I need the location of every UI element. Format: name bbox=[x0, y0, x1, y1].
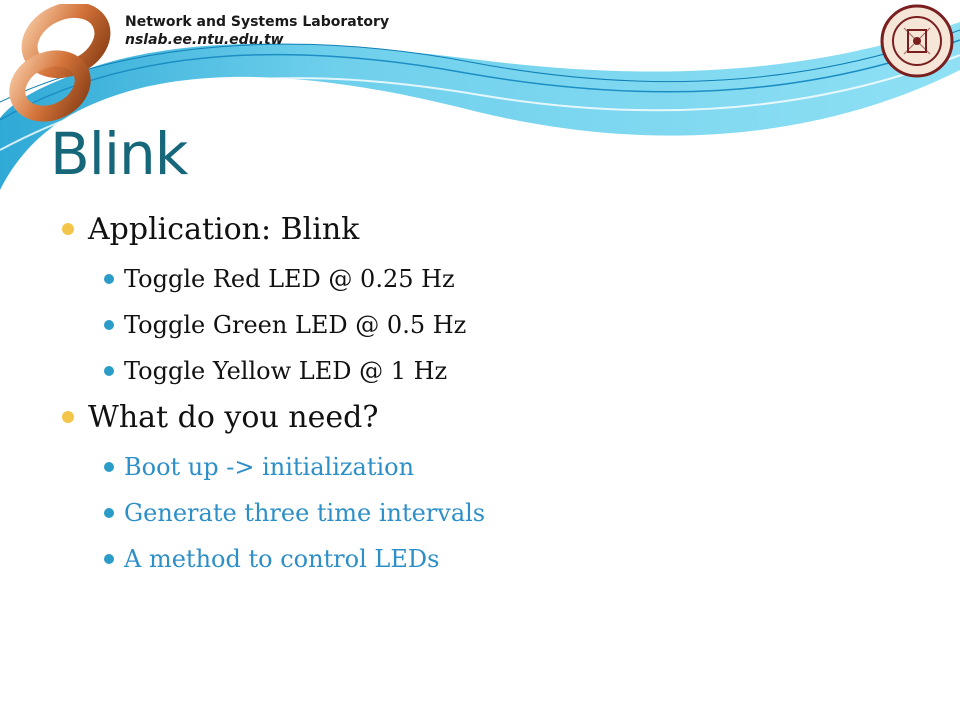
bullet-what-do-you-need bbox=[60, 396, 940, 440]
sub-bullet-text: Generate three time intervals bbox=[124, 499, 486, 527]
sub-bullet-dot-icon bbox=[104, 320, 114, 330]
bullet-text: Application: Blink bbox=[88, 212, 360, 247]
sub-bullet-text: A method to control LEDs bbox=[124, 545, 440, 573]
bullet-dot-icon bbox=[62, 223, 74, 235]
bullet-dot-icon bbox=[62, 411, 74, 423]
sub-bullet-dot-icon bbox=[104, 554, 114, 564]
sub-bullet-text: Boot up -> initialization bbox=[124, 453, 415, 481]
sub-list-needs bbox=[102, 444, 940, 582]
sub-bullet-yellow-led bbox=[102, 348, 940, 394]
sub-list-application bbox=[102, 256, 940, 394]
sub-bullet-time-intervals bbox=[102, 490, 940, 536]
lab-url: nslab.ee.ntu.edu.tw bbox=[125, 32, 284, 48]
bullet-application bbox=[60, 208, 940, 252]
sub-bullet-dot-icon bbox=[104, 274, 114, 284]
slide-content bbox=[60, 208, 940, 584]
sub-bullet-dot-icon bbox=[104, 366, 114, 376]
university-seal-icon bbox=[880, 4, 954, 78]
sub-bullet-green-led bbox=[102, 302, 940, 348]
sub-bullet-text: Toggle Red LED @ 0.25 Hz bbox=[124, 265, 455, 293]
sub-bullet-dot-icon bbox=[104, 462, 114, 472]
sub-bullet-dot-icon bbox=[104, 508, 114, 518]
sub-bullet-text: Toggle Yellow LED @ 1 Hz bbox=[124, 357, 448, 385]
sub-bullet-text: Toggle Green LED @ 0.5 Hz bbox=[124, 311, 467, 339]
lab-name: Network and Systems Laboratory bbox=[125, 14, 390, 30]
sub-bullet-red-led bbox=[102, 256, 940, 302]
bullet-text: What do you need? bbox=[88, 400, 379, 435]
sub-bullet-boot-up bbox=[102, 444, 940, 490]
sub-bullet-control-leds bbox=[102, 536, 940, 582]
infinity-knot-logo-icon bbox=[8, 4, 112, 128]
slide-title: Blink bbox=[50, 120, 188, 188]
